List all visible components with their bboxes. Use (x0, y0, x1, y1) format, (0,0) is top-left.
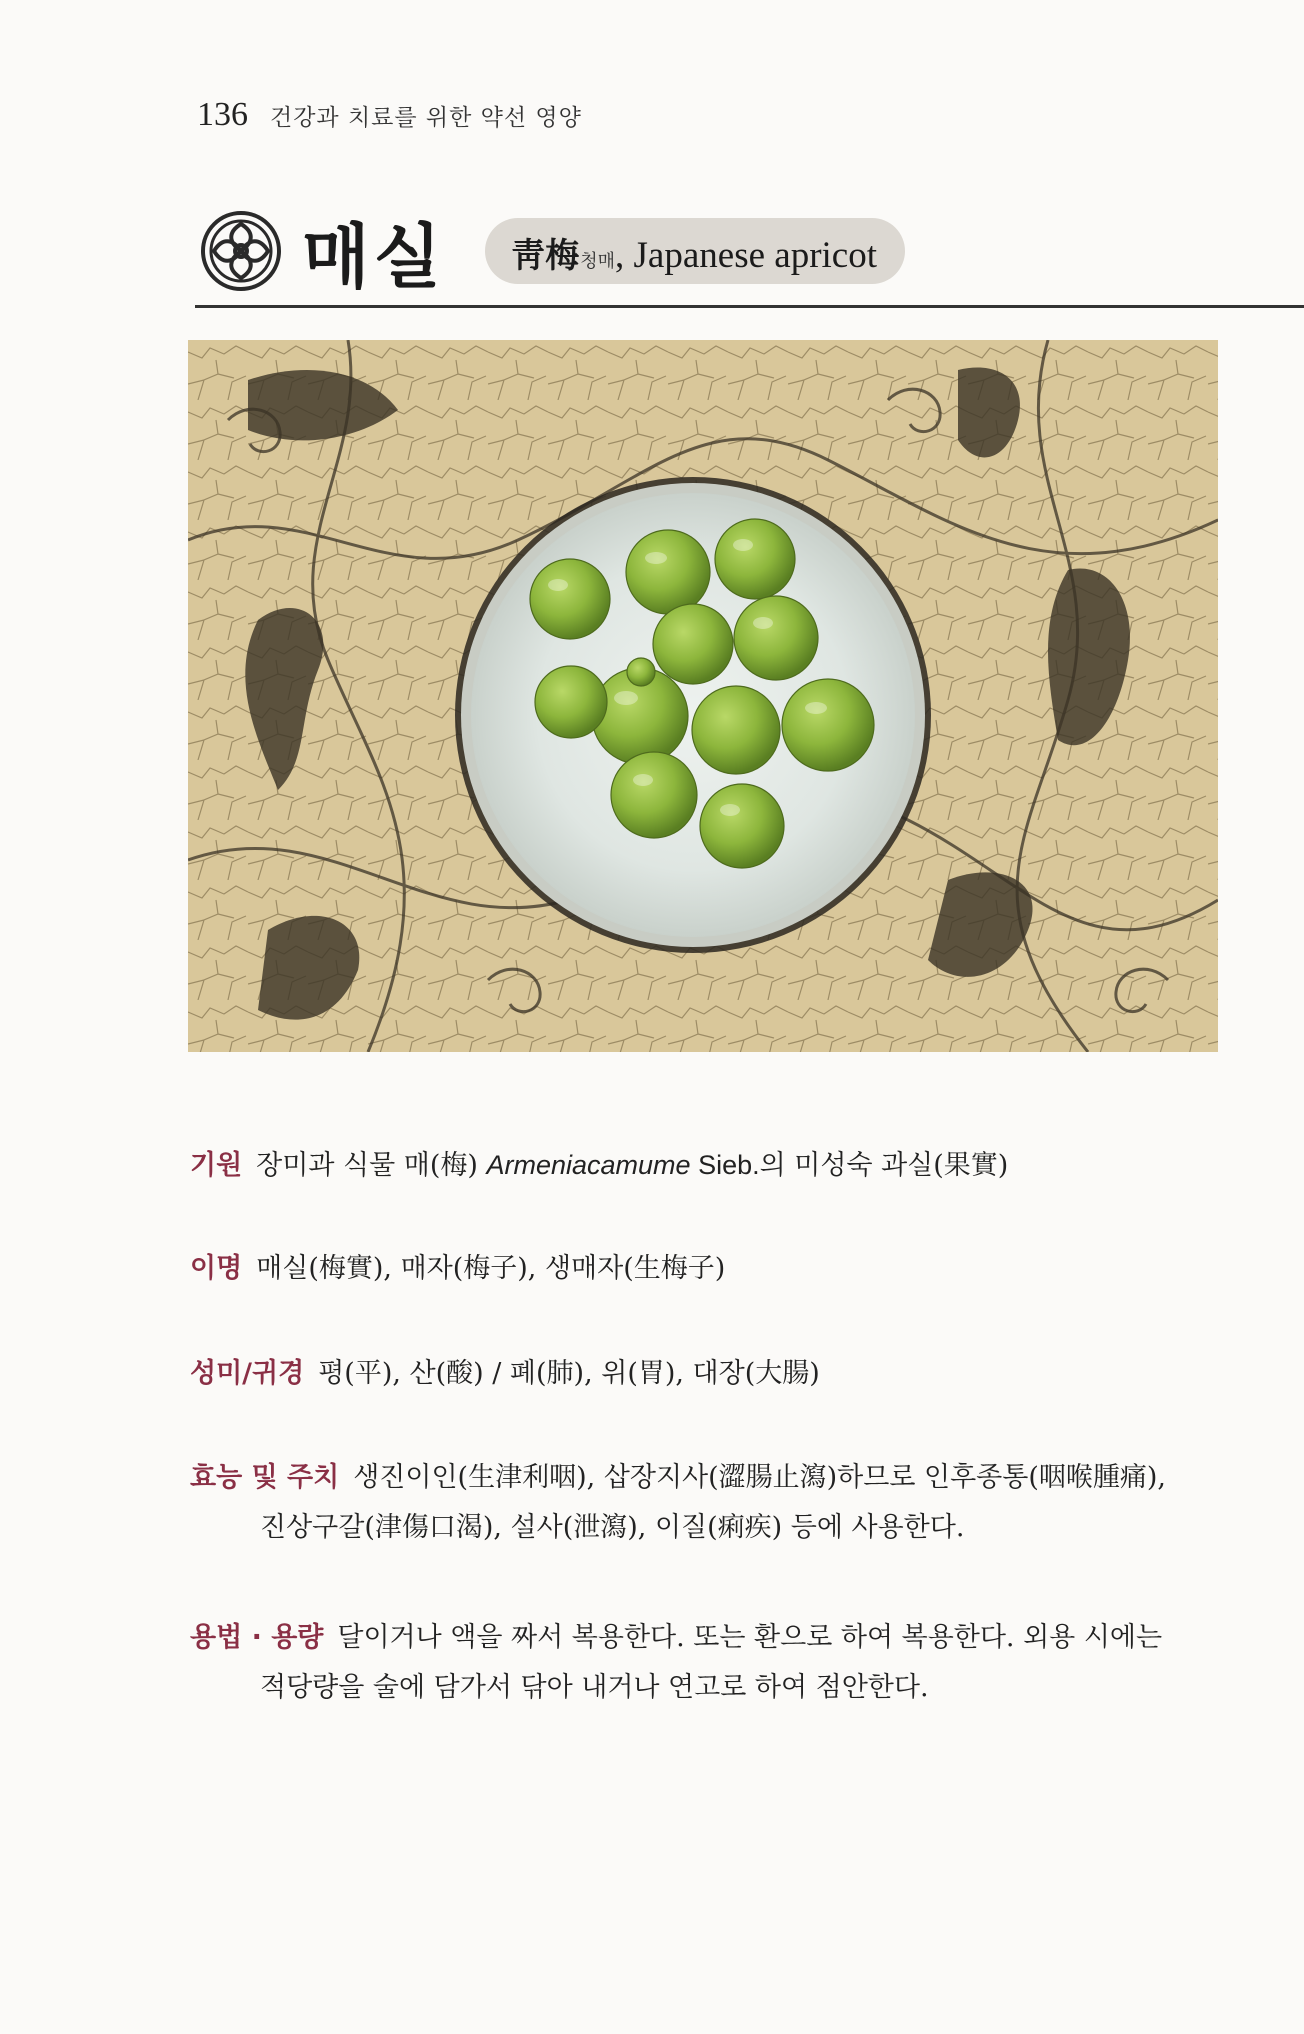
entry-label-origin: 기원 (190, 1150, 243, 1181)
section-title-row (200, 205, 905, 297)
subtitle-english: , Japanese apricot (615, 235, 877, 276)
entry-text-origin-author: Sieb. (690, 1150, 760, 1180)
entry-label-nature: 성미/귀경 (190, 1358, 305, 1389)
entry-text-efficacy-line2: 진상구갈(津傷口渴), 설사(泄瀉), 이질(痢疾) 등에 사용한다. (260, 1512, 965, 1543)
page-header (197, 96, 582, 134)
entry-usage (190, 1613, 1210, 1713)
title-rule (195, 305, 1304, 308)
ornamental-knot-icon (200, 210, 282, 292)
plum-bowl-photo (188, 340, 1218, 1052)
running-title: 건강과 치료를 위한 약선 영양 (270, 105, 582, 131)
entry-text-origin-after: 의 미성숙 과실(果實) (759, 1150, 1009, 1181)
subtitle-hanja: 靑梅 (511, 236, 580, 276)
entry-origin (190, 1140, 1210, 1191)
entry-nature (190, 1349, 1210, 1399)
entry-text-origin-before: 장미과 식물 매(梅) (256, 1150, 487, 1181)
entry-label-alias: 이명 (190, 1253, 243, 1284)
entry-text-origin-species: Armeniacamume (486, 1150, 691, 1180)
entry-alias (190, 1244, 1210, 1294)
entry-efficacy (190, 1453, 1210, 1553)
entry-text-nature: 평(平), 산(酸) / 폐(肺), 위(胃), 대장(大腸) (318, 1358, 820, 1389)
page-number: 136 (197, 96, 248, 133)
subtitle-reading: 청매 (580, 251, 616, 272)
subtitle-pill (485, 218, 905, 284)
entry-text-efficacy-line1: 생진이인(生津利咽), 삽장지사(澀腸止瀉)하므로 인후종통(咽喉腫痛), (353, 1462, 1166, 1493)
entry-label-efficacy: 효능 및 주치 (190, 1462, 340, 1493)
entry-text-usage-line2: 적당량을 술에 담가서 닦아 내거나 연고로 하여 점안한다. (260, 1672, 929, 1703)
entry-text-alias: 매실(梅實), 매자(梅子), 생매자(生梅子) (256, 1253, 726, 1284)
entry-label-usage: 용법 · 용량 (190, 1622, 324, 1653)
entry-text-usage-line1: 달이거나 액을 짜서 복용한다. 또는 환으로 하여 복용한다. 외용 시에는 (337, 1622, 1163, 1653)
main-title: 매실 (302, 215, 446, 298)
